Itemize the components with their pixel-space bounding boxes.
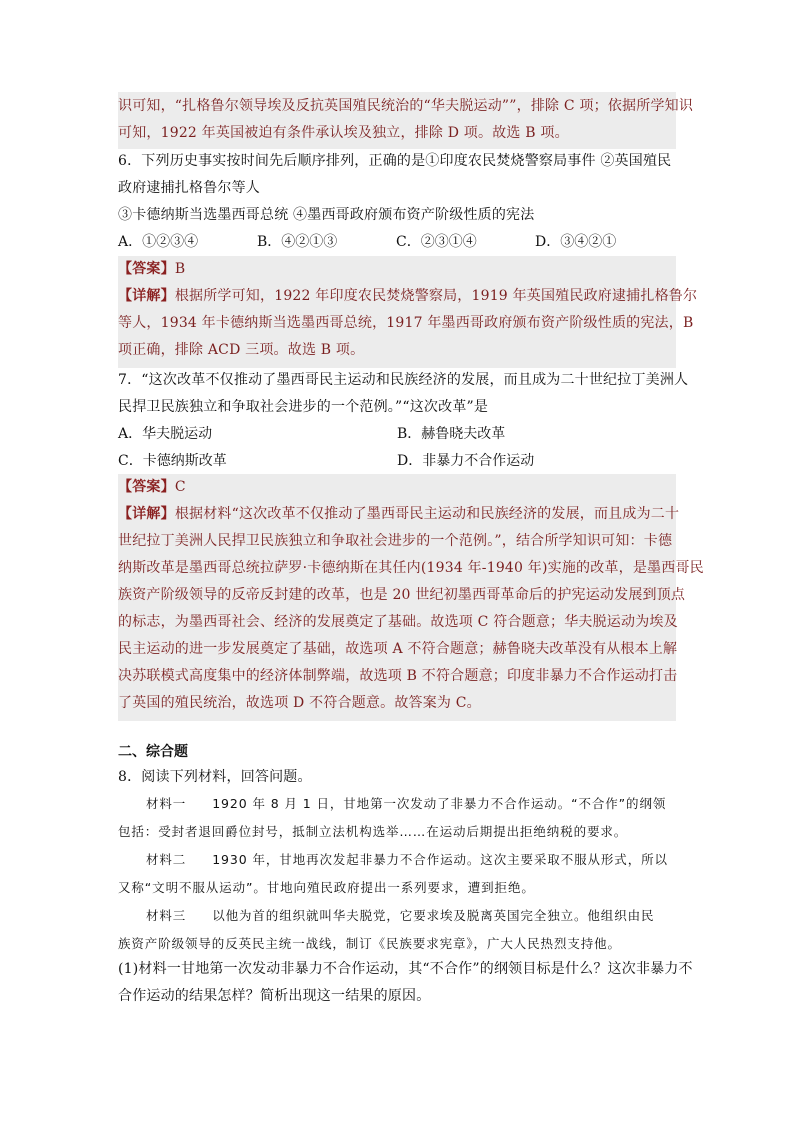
q7-question bbox=[118, 367, 689, 475]
explain-line: 民主运动的进一步发展奠定了基础，故选项 A 不符合题意；赫鲁晓夫改革没有从根本上解 bbox=[118, 641, 678, 657]
explain-label: 【详解】 bbox=[118, 506, 175, 522]
answer-line bbox=[118, 256, 676, 283]
material-label: 材料一 bbox=[146, 796, 187, 811]
explain-line: 族资产阶级领导的反帝反封建的改革，也是 20 世纪初墨西哥革命后的护宪运动发展到顶点 bbox=[118, 587, 686, 603]
q8-question bbox=[118, 764, 676, 791]
option-b[interactable]: B．④②①③ bbox=[257, 234, 338, 250]
q6-options bbox=[118, 229, 676, 256]
text-line: 可知，1922 年英国被迫有条件承认埃及独立，排除 D 项。故选 B 项。 bbox=[118, 125, 569, 141]
q6-question bbox=[118, 148, 676, 256]
material-label: 材料二 bbox=[146, 852, 187, 867]
q5-explanation-tail bbox=[118, 92, 694, 149]
text-line: 合作运动的结果怎样？简析出现这一结果的原因。 bbox=[118, 988, 431, 1004]
option-a[interactable]: A．华夫脱运动 bbox=[118, 426, 213, 442]
q6-answer-block bbox=[118, 256, 698, 368]
explain-line: 项正确，排除 ACD 三项。故选 B 项。 bbox=[118, 342, 365, 358]
q7-options-row1 bbox=[118, 421, 676, 448]
answer-label: 【答案】 bbox=[118, 261, 175, 277]
material-line bbox=[118, 790, 676, 818]
q7-options-row2 bbox=[118, 448, 676, 475]
option-c[interactable]: C．②③①④ bbox=[396, 234, 477, 250]
option-b[interactable]: B．赫鲁晓夫改革 bbox=[397, 426, 506, 442]
answer-value: B bbox=[174, 261, 186, 277]
material-text: 以他为首的组织就叫华夫脱党，它要求埃及脱离英国完全独立。他组织由民 bbox=[212, 908, 655, 923]
explain-line: 了英国的殖民统治，故选项 D 不符合题意。故答案为 C。 bbox=[118, 695, 481, 711]
material-text: 1920 年 8 月 1 日，甘地第一次发动了非暴力不合作运动。“不合作”的纲领 bbox=[212, 796, 667, 811]
explain-line: 纳斯改革是墨西哥总统拉萨罗·卡德纳斯在其任内(1934 年-1940 年)实施的改革，是墨西哥民 bbox=[118, 560, 704, 576]
section-title: 二、综合题 bbox=[118, 744, 188, 760]
option-d[interactable]: D．③④②① bbox=[535, 234, 617, 250]
option-d[interactable]: D．非暴力不合作运动 bbox=[397, 453, 535, 469]
explain-line: 决苏联模式高度集中的经济体制弊端，故选项 B 不符合题意；印度非暴力不合作运动打击 bbox=[118, 668, 678, 684]
material-line bbox=[118, 846, 676, 874]
option-a[interactable]: A．①②③④ bbox=[118, 234, 199, 250]
material-line: 又称“文明不服从运动”。甘地向殖民政府提出一系列要求，遭到拒绝。 bbox=[118, 880, 535, 895]
explain-text: 根据所学可知，1922 年印度农民焚烧警察局，1919 年英国殖民政府逮捕扎格鲁尔 bbox=[174, 288, 698, 304]
answer-line bbox=[118, 474, 676, 501]
text-line: (1)材料一甘地第一次发动非暴力不合作运动，其“不合作”的纲领目标是什么？这次非暴力不 bbox=[118, 961, 693, 977]
explain-line: 世纪拉丁美洲人民捍卫民族独立和争取社会进步的一个范例。”，结合所学知识可知：卡德 bbox=[118, 533, 673, 549]
explain-line bbox=[118, 501, 680, 528]
option-c[interactable]: C．卡德纳斯改革 bbox=[118, 453, 227, 469]
text-line: 民捍卫民族独立和争取社会进步的一个范例。”“这次改革”是 bbox=[118, 399, 489, 415]
explain-line: 等人，1934 年卡德纳斯当选墨西哥总统，1917 年墨西哥政府颁布资产阶级性质的宪法，B bbox=[118, 315, 694, 331]
text-line: 7．“这次改革不仅推动了墨西哥民主运动和民族经济的发展，而且成为二十世纪拉丁美洲人 bbox=[118, 372, 689, 388]
text-line: 政府逮捕扎格鲁尔等人 bbox=[118, 180, 260, 196]
explain-text: 根据材料“这次改革不仅推动了墨西哥民主运动和民族经济的发展，而且成为二十 bbox=[174, 506, 680, 522]
material-line: 包括：受封者退回爵位封号，抵制立法机构选举……在运动后期提出拒绝纳税的要求。 bbox=[118, 824, 628, 839]
material-label: 材料三 bbox=[146, 908, 187, 923]
text-line: 8．阅读下列材料，回答问题。 bbox=[118, 769, 312, 785]
q8-materials bbox=[118, 790, 676, 958]
answer-label: 【答案】 bbox=[118, 479, 175, 495]
explain-line bbox=[118, 283, 698, 310]
material-line bbox=[118, 902, 676, 930]
material-line: 族资产阶级领导的反英民主统一战线，制订《民族要求宪章》，广大人民热烈支持他。 bbox=[118, 936, 621, 951]
material-text: 1930 年，甘地再次发起非暴力不合作运动。这次主要采取不服从形式，所以 bbox=[212, 852, 668, 867]
text-line: 识可知，“扎格鲁尔领导埃及反抗英国殖民统治的“华夫脱运动””，排除 C 项；依据所学知识 bbox=[118, 98, 694, 114]
explain-line: 的标志，为墨西哥社会、经济的发展奠定了基础。故选项 C 符合题意；华夫脱运动为埃及 bbox=[118, 614, 678, 630]
q7-answer-block bbox=[118, 474, 704, 721]
q8-subquestion bbox=[118, 956, 693, 1010]
explain-label: 【详解】 bbox=[118, 288, 175, 304]
text-line: 6．下列历史事实按时间先后顺序排列，正确的是①印度农民焚烧警察局事件 ②英国殖民 bbox=[118, 153, 672, 169]
answer-value: C bbox=[174, 479, 186, 495]
text-line: ③卡德纳斯当选墨西哥总统 ④墨西哥政府颁布资产阶级性质的宪法 bbox=[118, 207, 535, 223]
